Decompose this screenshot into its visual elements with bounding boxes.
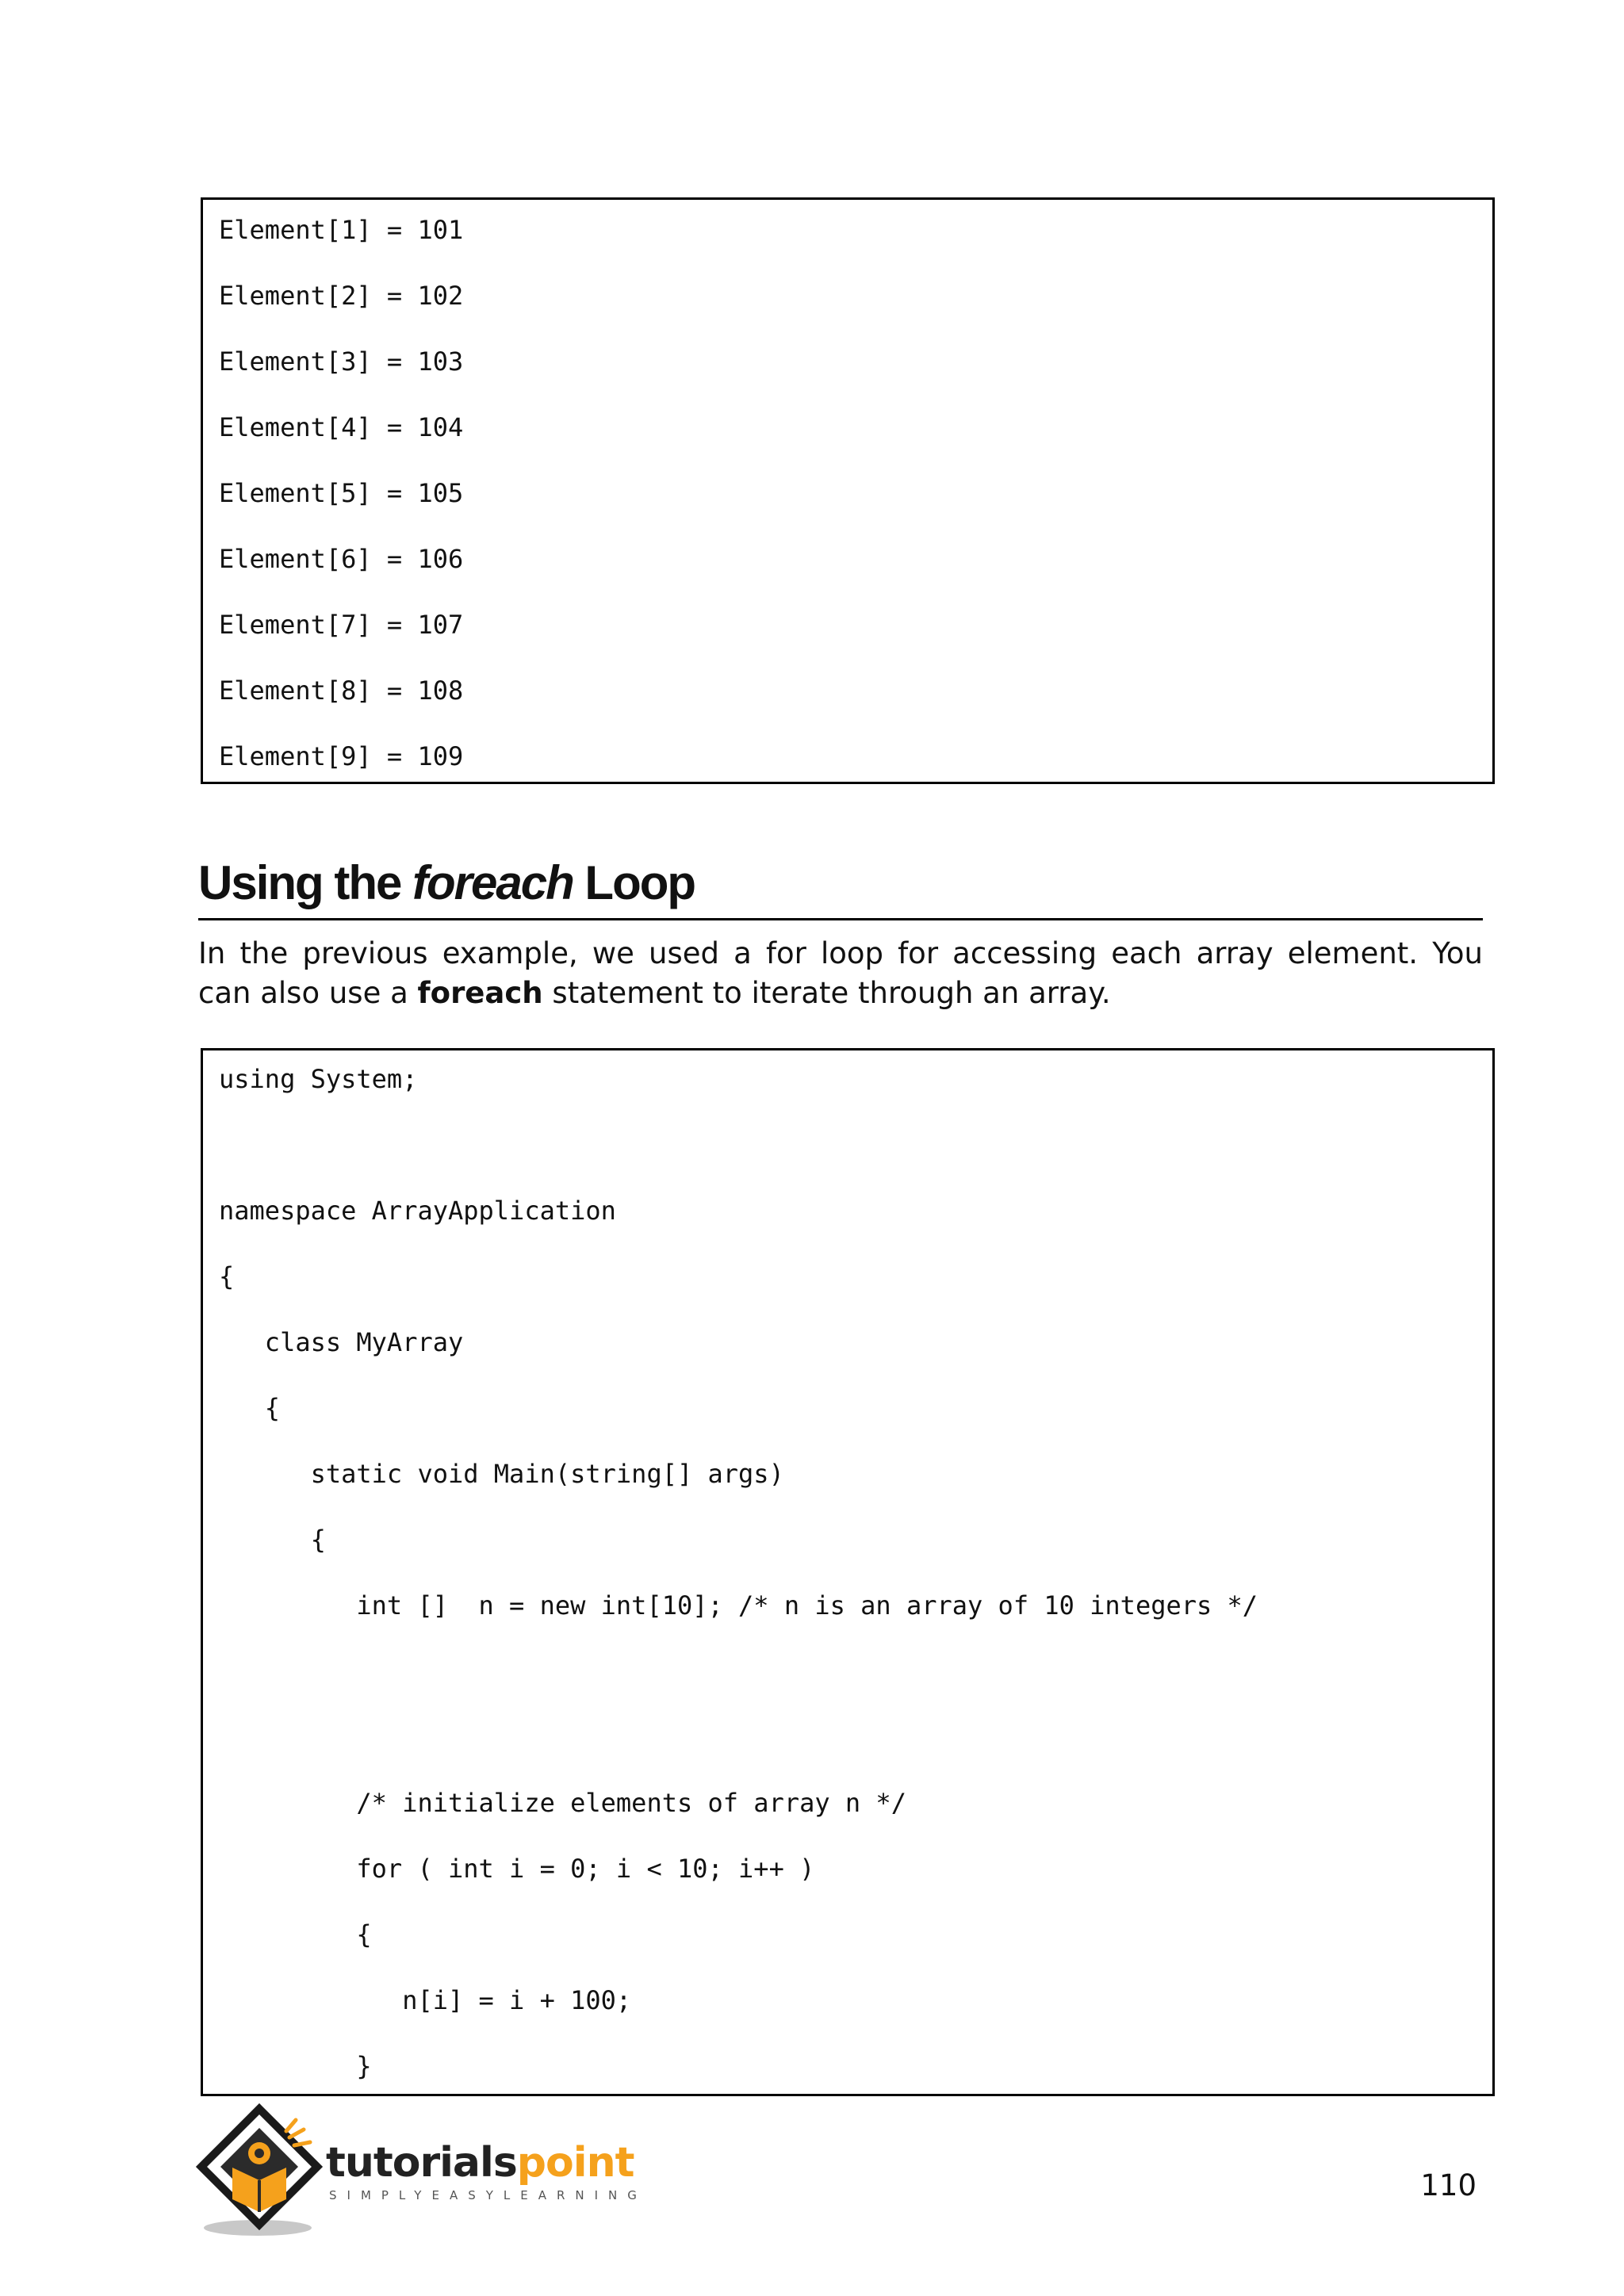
code-line: using System; (219, 1064, 418, 1094)
code-line: } (219, 2051, 372, 2081)
output-code-block (201, 197, 1495, 784)
output-line: Element[4] = 104 (219, 412, 464, 442)
code-line: { (219, 1525, 326, 1555)
heading-prefix: Using the (198, 856, 413, 909)
heading-emphasis: foreach (412, 856, 573, 909)
heading-suffix: Loop (573, 856, 695, 909)
output-line: Element[1] = 101 (219, 215, 464, 245)
section-paragraph (198, 934, 1483, 1013)
output-line: Element[9] = 109 (219, 741, 464, 771)
code-line: n[i] = i + 100; (219, 1985, 632, 2015)
code-line: namespace ArrayApplication (219, 1196, 616, 1226)
foreach-keyword: foreach (417, 976, 543, 1010)
paragraph-text: can also use a (198, 976, 418, 1010)
source-code-block (201, 1048, 1495, 2096)
paragraph-line: In the previous example, we used a for loop for accessing each array element. You (198, 936, 1483, 970)
code-line: for ( int i = 0; i < 10; i++ ) (219, 1854, 815, 1884)
tutorialspoint-logo (194, 2101, 646, 2240)
code-line: static void Main(string[] args) (219, 1459, 784, 1489)
output-line: Element[8] = 108 (219, 675, 464, 706)
code-line: /* initialize elements of array n */ (219, 1788, 906, 1818)
output-line: Element[2] = 102 (219, 281, 464, 311)
paragraph-line (198, 974, 1483, 1013)
code-line: class MyArray (219, 1327, 464, 1357)
output-line: Element[6] = 106 (219, 544, 464, 574)
output-line: Element[5] = 105 (219, 478, 464, 508)
logo-tagline: SIMPLYEASYLEARNING (329, 2188, 647, 2202)
page-number: 110 (1420, 2168, 1477, 2202)
code-line: { (219, 1919, 372, 1950)
code-line: { (219, 1261, 235, 1292)
logo-emblem-icon (194, 2101, 329, 2240)
code-line: int [] n = new int[10]; /* n is an array of 10 integers */ (219, 1590, 1258, 1621)
output-line: Element[7] = 107 (219, 610, 464, 640)
code-line: { (219, 1393, 281, 1423)
logo-wordmark: tutorialspoint (326, 2139, 634, 2187)
paragraph-text: statement to iterate through an array. (542, 976, 1111, 1010)
output-line: Element[3] = 103 (219, 346, 464, 377)
section-heading (198, 855, 1483, 920)
